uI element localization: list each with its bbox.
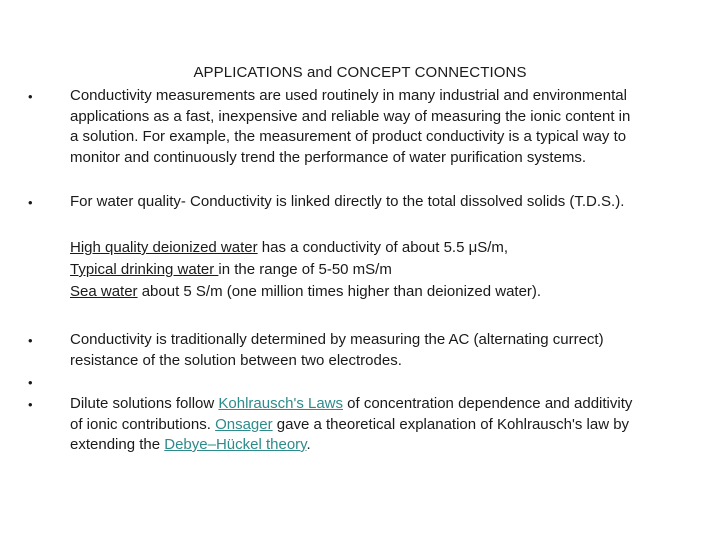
slide-title: APPLICATIONS and CONCEPT CONNECTIONS <box>193 64 527 81</box>
paragraph-ac-resistance: Conductivity is traditionally determined by measuring the AC (alternating currect) resistance of the solution between two electrodes. <box>70 331 604 369</box>
bullet-3: • <box>28 333 33 348</box>
paragraph-kohlrausch: Dilute solutions follow Kohlrausch's Laws of concentration dependence and additivity of ionic contributions. Onsager gave a theoretical explanation of Kohlrausch's law by extending the Debye–Hückel theory. <box>70 395 633 453</box>
paragraph-water-quality: For water quality- Conductivity is linked directly to the total dissolved solids (T.D.S.). <box>70 193 625 210</box>
bullet-2: • <box>28 195 33 210</box>
debye-huckel-theory-link[interactable]: Debye–Hückel theory <box>164 436 307 453</box>
kohlrausch-laws-link[interactable]: Kohlrausch's Laws <box>218 395 343 412</box>
bullet-empty: • <box>28 375 33 390</box>
bullet-4: • <box>28 397 33 412</box>
example-deionized: High quality deionized water has a conductivity of about 5.5 μS/m, <box>70 239 509 256</box>
onsager-link[interactable]: Onsager <box>215 415 273 433</box>
example-drinking: Typical drinking water in the range of 5-50 mS/m <box>70 261 392 278</box>
paragraph-conductivity-measurements: Conductivity measurements are used routinely in many industrial and environmental applications as a fast, inexpensive and reliable way of measuring the ionic content in a solution. For example, the measurement of product conductivity is a typical way to monitor and continuously trend the performance of water purification systems. <box>70 87 631 166</box>
example-sea: Sea water about 5 S/m (one million times higher than deionized water). <box>70 283 542 300</box>
bullet-1: • <box>28 89 33 104</box>
water-conductivity-examples <box>70 237 680 303</box>
